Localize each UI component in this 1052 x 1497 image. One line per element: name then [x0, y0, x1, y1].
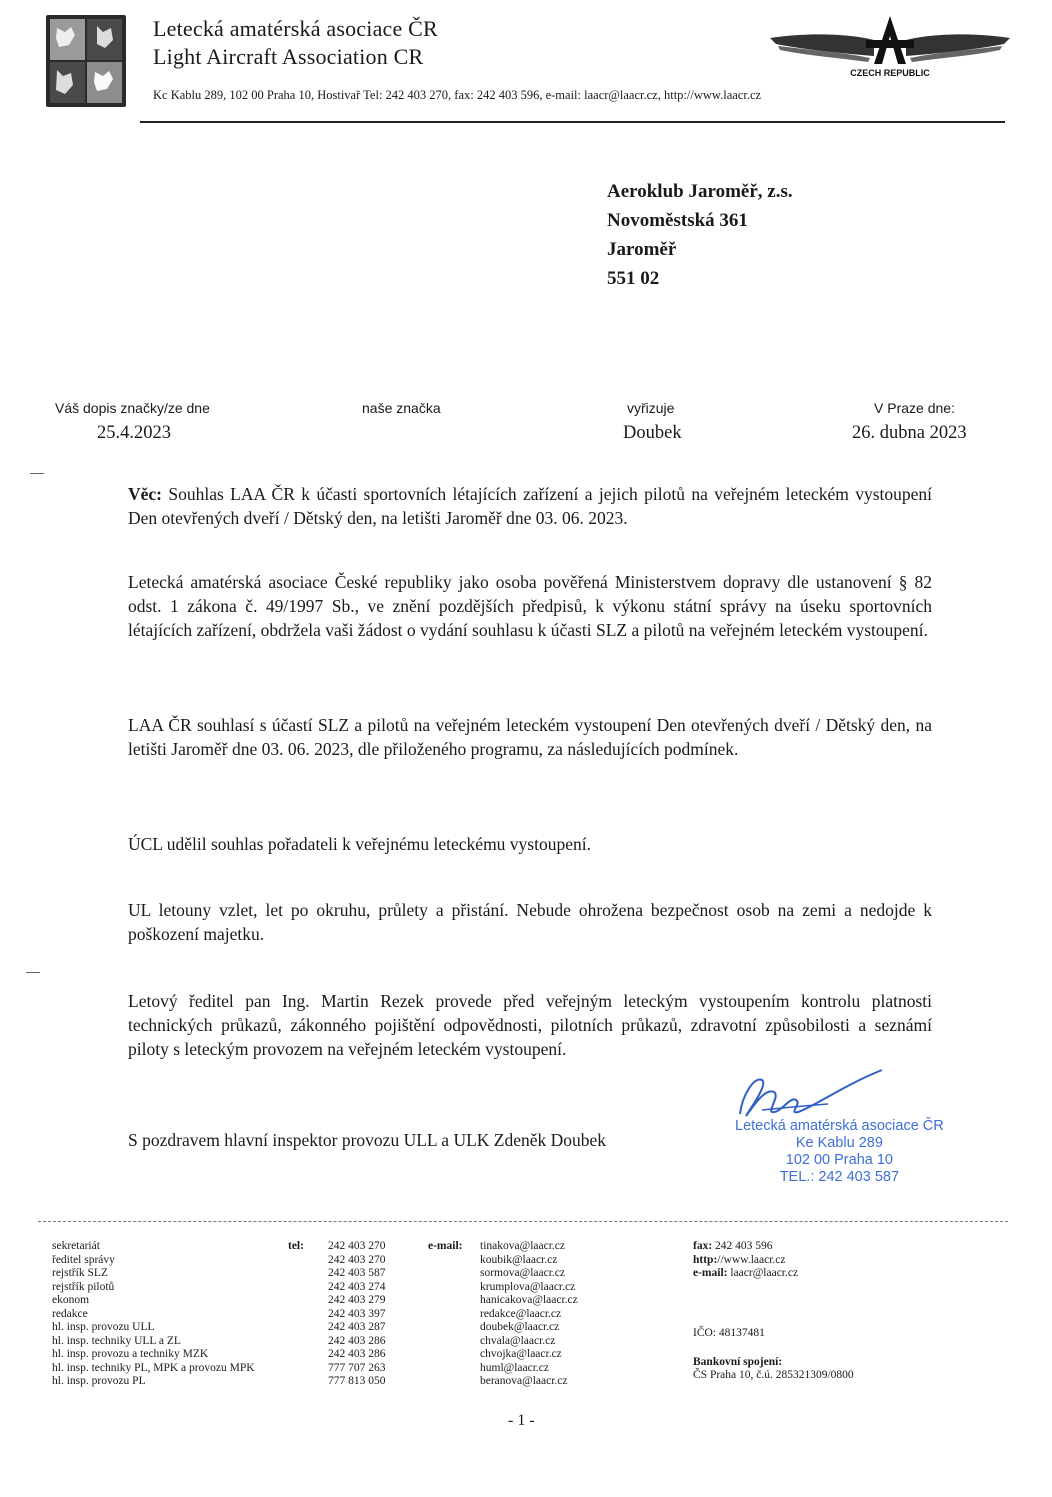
closing-line: S pozdravem hlavní inspektor provozu ULL a ULK Zdeněk Doubek [128, 1130, 607, 1150]
footer-email-item: doubek@laacr.cz [480, 1321, 560, 1333]
footer-department-item: hl. insp. techniky ULL a ZL [52, 1334, 181, 1347]
subject-paragraph [128, 482, 932, 530]
fold-mark [26, 972, 40, 973]
footer-emails [480, 1240, 578, 1389]
organization-address-line: Kc Kablu 289, 102 00 Praha 10, Hostivař Tel: 242 403 270, fax: 242 403 596, e-mail: laacr@laacr.cz, http://www.laacr.cz [153, 88, 762, 102]
your-ref-value: 25.4.2023 [97, 423, 171, 443]
paragraph-ucl: ÚCL udělil souhlas pořadateli k veřejnému leteckému vystoupení. [128, 834, 591, 854]
paragraph-authority: Letecká amatérská asociace České republiky jako osoba pověřená Ministerstvem dopravy dle ustanovení § 82 odst. 1 zákona č. 49/1997 Sb., ve znění pozdějších předpisů, k výkonu státní správy na úseku sportovních létajících zařízení, obdržela vaši žádost o vydání souhlasu k účasti SLZ a pilotů na veřejném leteckém vystoupení. [128, 572, 932, 640]
footer-department-item: redakce [52, 1307, 88, 1320]
footer-department-item: ekonom [52, 1294, 90, 1306]
footer-tel-label: tel: [288, 1240, 304, 1252]
footer-http-label: http: [693, 1253, 718, 1266]
stamp-street: Ke Kablu 289 [795, 1135, 883, 1151]
page-number: - 1 - [508, 1412, 535, 1429]
your-ref-label: Váš dopis značky/ze dne [55, 400, 210, 416]
stamp-phone: TEL.: 242 403 587 [779, 1169, 900, 1185]
footer-divider [38, 1221, 1008, 1222]
footer-fax-label: fax: [693, 1240, 713, 1252]
footer-phone-item: 242 403 287 [328, 1321, 386, 1333]
footer-phone-item: 242 403 286 [328, 1334, 386, 1347]
footer-phone-item: 242 403 587 [328, 1267, 386, 1279]
footer-email-item: chvala@laacr.cz [480, 1334, 556, 1347]
laa-wings-logo [770, 12, 1010, 80]
footer-email-item: koubik@laacr.cz [480, 1253, 558, 1266]
our-ref-label: naše značka [362, 400, 441, 416]
organization-name-czech: Letecká amatérská asociace ČR [153, 16, 438, 41]
header-divider [140, 121, 1005, 123]
footer-phone-item: 242 403 397 [328, 1307, 386, 1320]
footer-phone-item: 242 403 270 [328, 1240, 386, 1252]
paragraph-consent: LAA ČR souhlasí s účastí SLZ a pilotů na veřejném leteckém vystoupení Den otevřených dveří / Dětský den, na letišti Jaroměř dne 03. 06. 2023, dle přiloženého programu, za následujících podmínek. [128, 715, 932, 759]
footer-department-item: hl. insp. provozu ULL [52, 1321, 155, 1333]
organization-name-english: Light Aircraft Association CR [153, 44, 424, 69]
subject-text: Souhlas LAA ČR k účasti sportovních létajících zařízení a jejich pilotů na veřejném leteckém vystoupení Den otevřených dveří / Dětský den, na letišti Jaroměř dne 03. 06. 2023. [128, 484, 932, 528]
footer-bank-label: Bankovní spojení: [693, 1356, 783, 1368]
paragraph-ul-flights: UL letouny vzlet, let po okruhu, průlety a přistání. Nebude ohrožena bezpečnost osob na zemi a nedojde k poškození majetku. [128, 900, 932, 944]
footer-department-item: rejstřík SLZ [52, 1267, 108, 1279]
footer-email-item: beranova@laacr.cz [480, 1375, 568, 1387]
footer-department-item: hl. insp. provozu a techniky MZK [52, 1348, 209, 1360]
footer-phone-item: 242 403 286 [328, 1348, 386, 1360]
organization-stamp [735, 1118, 944, 1186]
footer-http-value: //www.laacr.cz [717, 1253, 786, 1266]
footer-email-item: hanicakova@laacr.cz [480, 1294, 578, 1306]
logo-badge-text: CZECH REPUBLIC [850, 68, 930, 78]
paragraph-flight-director: Letový ředitel pan Ing. Martin Rezek provede před veřejným leteckým vystoupením kontrolu platnosti technických průkazů, zákonného pojištění odpovědnosti, pilotních průkazů, zdravotní způsobilosti a seznámí piloty s leteckým provozem na veřejném leteckém vystoupení. [128, 991, 932, 1059]
stamp-city: 102 00 Praha 10 [785, 1152, 893, 1168]
footer-department-item: hl. insp. techniky PL, MPK a provozu MPK [52, 1361, 255, 1374]
footer-phone-item: 242 403 279 [328, 1294, 386, 1306]
footer-ico: IČO: 48137481 [693, 1327, 765, 1339]
footer-email-item: huml@laacr.cz [480, 1361, 550, 1374]
footer-email-item: krumplova@laacr.cz [480, 1280, 576, 1293]
footer-email-label: e-mail: [428, 1240, 463, 1252]
footer-email2-value: laacr@laacr.cz [730, 1267, 799, 1279]
footer-contact-block [693, 1240, 798, 1281]
place-date-label: V Praze dne: [874, 400, 955, 416]
recipient-street: Novoměstská 361 [607, 210, 748, 231]
footer-department-item: ředitel správy [52, 1253, 115, 1266]
subject-label: Věc: [128, 484, 163, 504]
footer-email2-label: e-mail: [693, 1267, 728, 1279]
footer-email-item: sormova@laacr.cz [480, 1267, 565, 1279]
recipient-city: Jaroměř [607, 239, 677, 260]
recipient-address-block [607, 177, 793, 293]
footer-fax-value: 242 403 596 [715, 1240, 773, 1252]
footer-phone-item: 242 403 274 [328, 1280, 386, 1293]
footer-phone-item: 777 813 050 [328, 1375, 386, 1387]
stamp-org-name: Letecká amatérská asociace ČR [735, 1118, 944, 1134]
handled-by-label: vyřizuje [627, 400, 675, 416]
footer-phone-item: 242 403 270 [328, 1253, 386, 1266]
coat-of-arms-logo [45, 14, 127, 108]
footer-department-item: rejstřík pilotů [52, 1280, 115, 1293]
footer-departments [52, 1240, 255, 1389]
fold-mark [30, 473, 44, 474]
footer-email-item: tinakova@laacr.cz [480, 1240, 565, 1252]
footer-phones [328, 1240, 386, 1389]
footer-department-item: hl. insp. provozu PL [52, 1375, 146, 1387]
recipient-name: Aeroklub Jaroměř, z.s. [607, 181, 793, 202]
footer-bank-value: ČS Praha 10, č.ú. 285321309/0800 [693, 1369, 854, 1381]
footer-phone-item: 777 707 263 [328, 1361, 386, 1374]
place-date-value: 26. dubna 2023 [852, 423, 967, 443]
footer-department-item: sekretariát [52, 1240, 100, 1252]
footer-email-item: redakce@laacr.cz [480, 1307, 562, 1320]
handwritten-signature [732, 1066, 892, 1126]
footer-email-item: chvojka@laacr.cz [480, 1348, 562, 1360]
handled-by-value: Doubek [623, 423, 682, 443]
recipient-zip: 551 02 [607, 268, 660, 289]
